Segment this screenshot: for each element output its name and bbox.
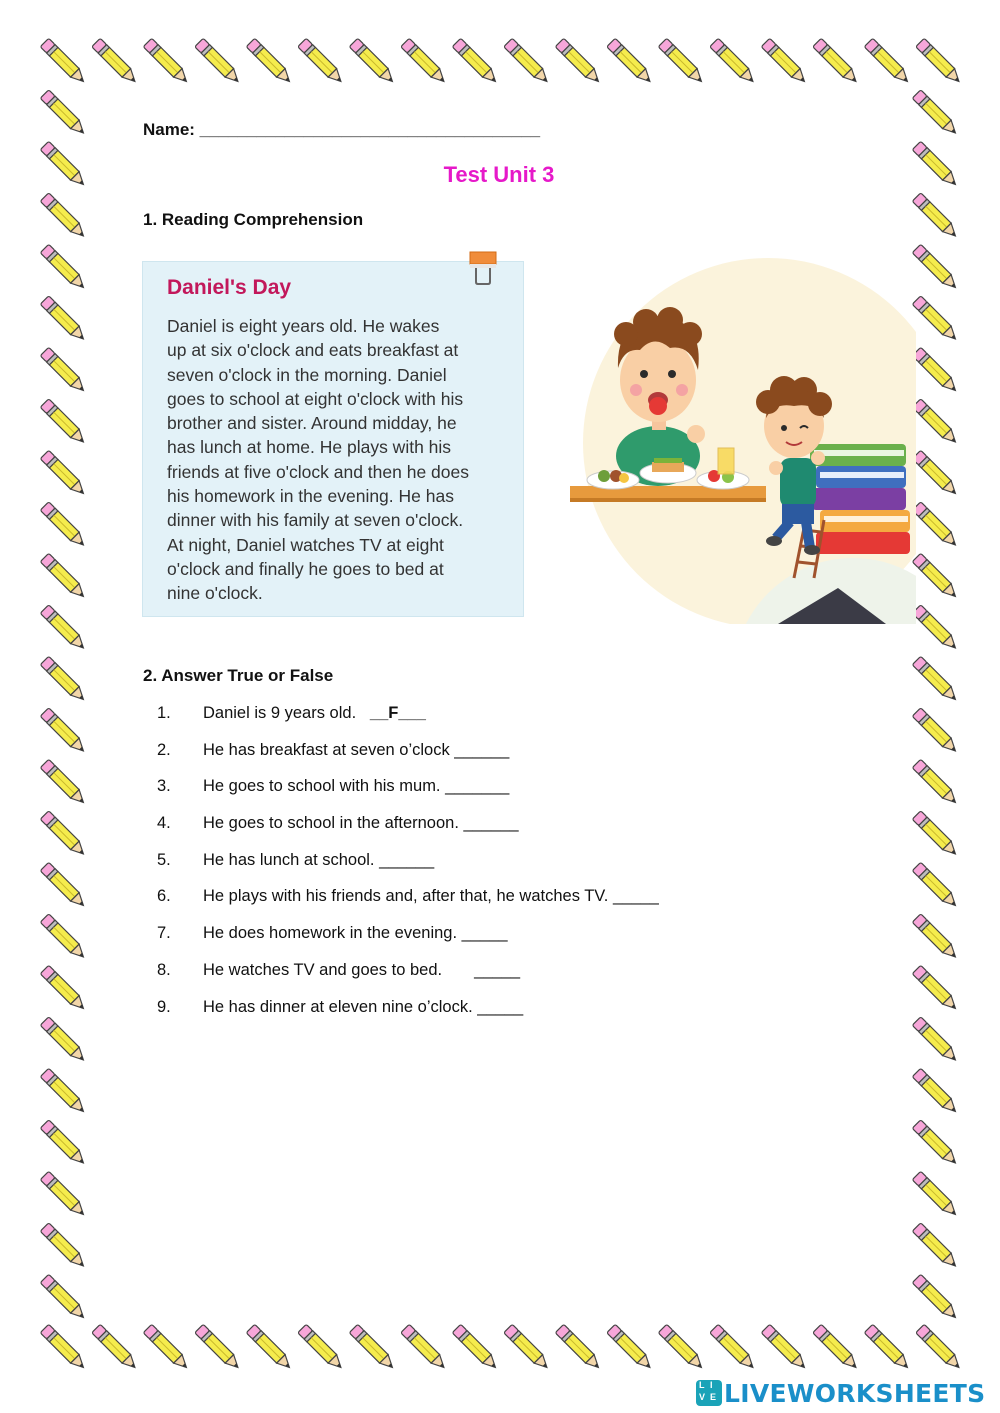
story-line: friends at five o'clock and then he does <box>167 461 470 482</box>
pencil-icon <box>761 1324 808 1371</box>
pencil-icon <box>40 90 87 137</box>
story-line: up at six o'clock and eats breakfast at <box>167 340 459 361</box>
question-number: 7. <box>157 924 171 943</box>
pencil-icon <box>912 965 959 1012</box>
pencil-icon <box>298 38 345 85</box>
story-line: Daniel is eight years old. He wakes <box>167 316 440 336</box>
pencil-icon <box>916 1324 963 1371</box>
pencil-icon <box>246 1324 293 1371</box>
pencil-icon <box>912 1223 959 1270</box>
question-item <box>143 814 843 851</box>
question-item <box>143 887 843 924</box>
page-title <box>0 162 1000 188</box>
pencil-icon <box>504 1324 551 1371</box>
true-false-list <box>143 704 843 1034</box>
pencil-icon <box>246 38 293 85</box>
badge-letter: E <box>710 1392 717 1402</box>
question-text[interactable]: He has lunch at school. ______ <box>203 850 435 869</box>
question-text-body: Daniel is 9 years old. <box>203 704 370 722</box>
pencil-icon <box>195 1324 242 1371</box>
pencil-icon <box>710 38 757 85</box>
pencil-icon <box>912 1017 959 1064</box>
pencil-icon <box>864 1324 911 1371</box>
pencil-icon <box>452 1324 499 1371</box>
pencil-icon <box>607 38 654 85</box>
pencil-icon <box>92 1324 139 1371</box>
pencil-icon <box>912 296 959 343</box>
section-true-false-heading: 2. Answer True or False <box>143 666 334 685</box>
question-text[interactable]: He goes to school in the afternoon. ______ <box>203 814 519 833</box>
question-text[interactable]: He goes to school with his mum. _______ <box>203 777 510 796</box>
logo-text: LIVEWORKSHEETS <box>724 1378 986 1408</box>
pencil-icon <box>40 38 87 85</box>
pencil-icon <box>912 1068 959 1115</box>
pencil-icon <box>40 502 87 549</box>
question-number: 4. <box>157 814 171 833</box>
pencil-icon <box>710 1324 757 1371</box>
pencil-icon <box>40 1171 87 1218</box>
story-line: o'clock and finally he goes to bed at <box>167 558 444 579</box>
pencil-icon <box>40 1068 87 1115</box>
pencil-icon <box>40 553 87 600</box>
pencil-icon <box>40 708 87 755</box>
pencil-icon <box>349 38 396 85</box>
story-line: At night, Daniel watches TV at eight <box>167 534 444 555</box>
pencil-icon <box>143 38 190 85</box>
pencil-icon <box>813 38 860 85</box>
logo-badge-icon <box>696 1380 722 1406</box>
question-item <box>143 741 843 778</box>
page-title-text: Test Unit 3 <box>443 162 555 187</box>
pencil-icon <box>912 914 959 961</box>
pencil-icon <box>195 38 242 85</box>
pencil-icon <box>349 1324 396 1371</box>
story-line: brother and sister. Around midday, he <box>167 413 457 434</box>
question-item <box>143 961 843 998</box>
pencil-icon <box>40 811 87 858</box>
name-field-label: Name: ____________________________________ <box>143 120 541 139</box>
question-item <box>143 777 843 814</box>
pencil-icon <box>40 1223 87 1270</box>
pencil-icon <box>401 38 448 85</box>
story-line: goes to school at eight o'clock with his <box>167 388 464 409</box>
badge-letter: V <box>699 1392 706 1402</box>
pencil-icon <box>555 38 602 85</box>
pencil-icon <box>912 193 959 240</box>
pencil-icon <box>912 244 959 291</box>
question-number: 5. <box>157 850 171 869</box>
pencil-icon <box>40 862 87 909</box>
pencil-icon <box>912 553 959 600</box>
story-card <box>142 261 524 617</box>
kids-breakfast-books-illustration <box>568 258 916 628</box>
question-text[interactable]: He watches TV and goes to bed. _____ <box>203 960 521 979</box>
question-text <box>203 704 426 723</box>
section-reading-heading: 1. Reading Comprehension <box>143 210 364 229</box>
pencil-icon <box>912 605 959 652</box>
question-number: 1. <box>157 704 171 722</box>
pencil-icon <box>504 38 551 85</box>
question-item <box>143 851 843 888</box>
story-line: his homework in the evening. He has <box>167 486 454 507</box>
answer-blank[interactable]: __F___ <box>369 704 426 722</box>
pencil-icon <box>813 1324 860 1371</box>
pencil-icon <box>607 1324 654 1371</box>
pencil-icon <box>761 38 808 85</box>
badge-letter: I <box>710 1380 713 1390</box>
pencil-icon <box>298 1324 345 1371</box>
pencil-icon <box>40 914 87 961</box>
pencil-icon <box>916 38 963 85</box>
pencil-icon <box>912 1171 959 1218</box>
pencil-icon <box>912 708 959 755</box>
pencil-icon <box>40 1324 87 1371</box>
pencil-icon <box>143 1324 190 1371</box>
story-line: has lunch at home. He plays with his <box>167 437 452 458</box>
question-number: 6. <box>157 887 171 906</box>
pencil-icon <box>912 759 959 806</box>
pencil-icon <box>40 656 87 703</box>
story-title: Daniel's Day <box>167 276 292 299</box>
pencil-icon <box>912 399 959 446</box>
pencil-icon <box>555 1324 602 1371</box>
question-number: 2. <box>157 740 171 759</box>
pencil-icon <box>912 1120 959 1167</box>
pencil-icon <box>40 399 87 446</box>
pencil-icon <box>40 193 87 240</box>
pencil-icon <box>912 1274 959 1321</box>
pencil-icon <box>40 1274 87 1321</box>
pencil-icon <box>658 38 705 85</box>
question-text[interactable]: He has breakfast at seven o’clock ______ <box>203 740 510 759</box>
pencil-icon <box>40 1120 87 1167</box>
pencil-icon <box>912 656 959 703</box>
pencil-icon <box>864 38 911 85</box>
pencil-icon <box>658 1324 705 1371</box>
pencil-icon <box>452 38 499 85</box>
question-item <box>143 924 843 961</box>
story-line: seven o'clock in the morning. Daniel <box>167 364 447 385</box>
pencil-icon <box>40 965 87 1012</box>
pencil-icon <box>40 244 87 291</box>
pencil-icon <box>40 296 87 343</box>
question-number: 3. <box>157 777 171 796</box>
badge-letter: L <box>699 1380 705 1390</box>
question-item <box>143 704 843 741</box>
question-number: 9. <box>157 997 171 1016</box>
question-text[interactable]: He plays with his friends and, after that, he watches TV. _____ <box>203 887 659 906</box>
pencil-icon <box>912 862 959 909</box>
question-text[interactable]: He does homework in the evening. _____ <box>203 924 508 943</box>
story-line: nine o'clock. <box>167 583 263 604</box>
pencil-icon <box>40 759 87 806</box>
question-item <box>143 998 843 1035</box>
binder-clip-icon <box>469 250 497 286</box>
pencil-icon <box>40 1017 87 1064</box>
pencil-icon <box>912 90 959 137</box>
pencil-icon <box>912 811 959 858</box>
pencil-icon <box>912 450 959 497</box>
question-number: 8. <box>157 960 171 979</box>
pencil-icon <box>40 450 87 497</box>
liveworksheets-logo[interactable] <box>696 1378 985 1408</box>
pencil-icon <box>912 347 959 394</box>
story-line: dinner with his family at seven o'clock. <box>167 510 464 531</box>
pencil-icon <box>40 605 87 652</box>
pencil-icon <box>40 347 87 394</box>
pencil-icon <box>92 38 139 85</box>
pencil-icon <box>401 1324 448 1371</box>
question-text[interactable]: He has dinner at eleven nine o’clock. _____ <box>203 997 524 1016</box>
story-text <box>167 314 517 606</box>
pencil-icon <box>912 502 959 549</box>
